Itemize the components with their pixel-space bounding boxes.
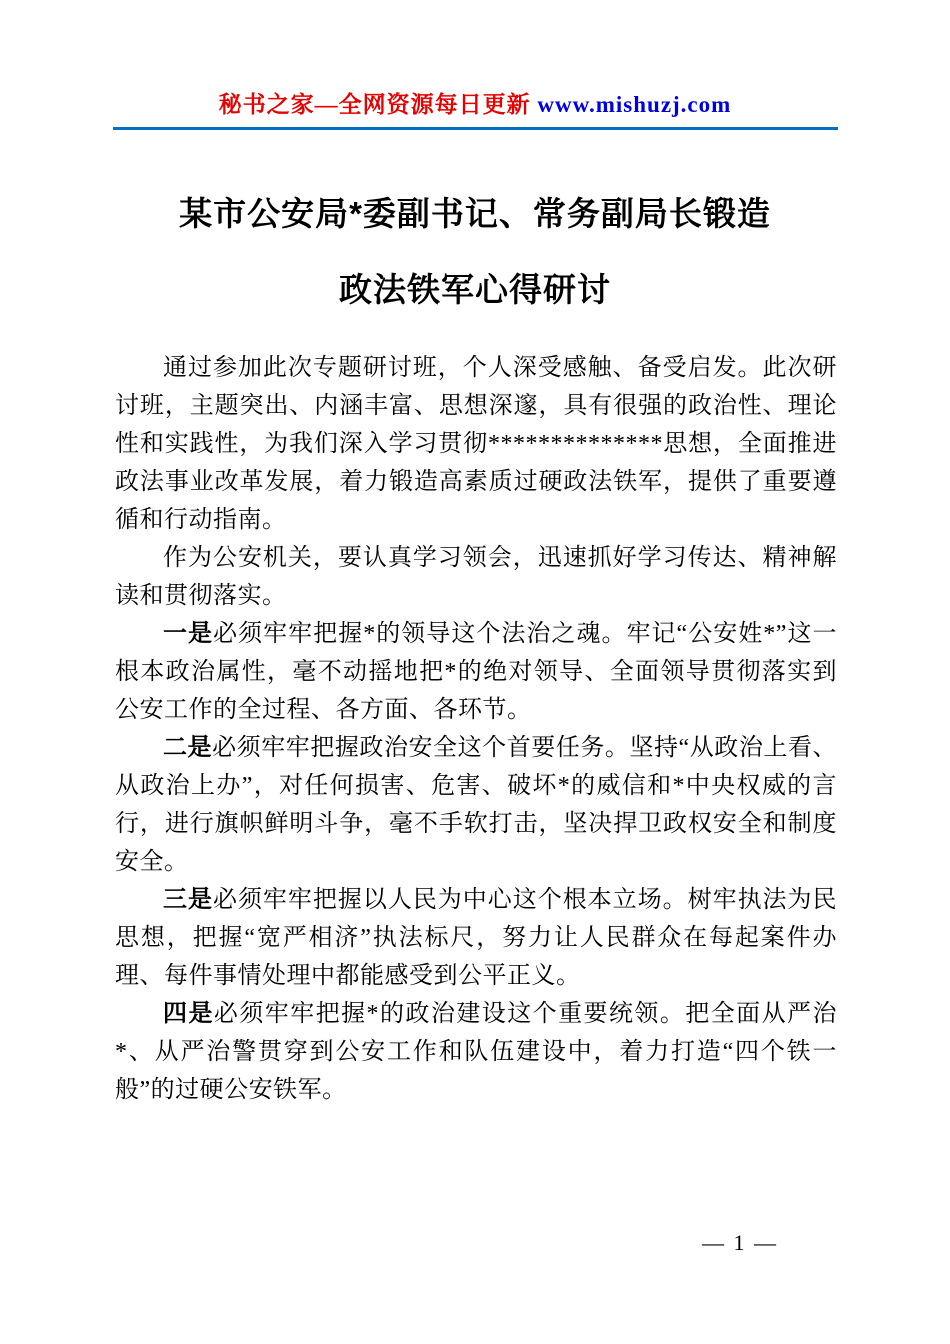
title-line-1: 某市公安局*委副书记、常务副局长锻造: [179, 195, 771, 232]
document-title: [115, 176, 835, 328]
page-number: — 1 —: [702, 1230, 778, 1255]
site-url-link[interactable]: www.mishuzj.com: [537, 92, 732, 117]
title-line-2: 政法铁军心得研讨: [339, 271, 611, 308]
site-name: 秘书之家: [218, 92, 315, 117]
paragraph: 二是必须牢牢把握政治安全这个首要任务。坚持“从政治上看、从政治上办”，对任何损害、危害、破坏*的威信和*中央权威的言行，进行旗帜鲜明斗争，毫不手软打击，坚决捍卫政权安全和制度安全。: [115, 735, 838, 875]
header-divider: [113, 127, 838, 130]
paragraph-lead: 三是: [163, 887, 213, 913]
paragraph: 通过参加此次专题研讨班，个人深受感触、备受启发。此次研讨班，主题突出、内涵丰富、思想深邃，具有很强的政治性、理论性和实践性，为我们深入学习贯彻**************思想，全面推进政法事业改革发展，着力锻造高素质过硬政法铁军，提供了重要遵循和行动指南。: [115, 355, 837, 533]
paragraph-lead: 二是: [163, 735, 213, 761]
site-tagline: —全网资源每日更新: [314, 92, 538, 117]
paragraph-lead: 四是: [163, 1001, 214, 1027]
paragraph: 三是必须牢牢把握以人民为中心这个根本立场。树牢执法为民思想，把握“宽严相济”执法标尺，努力让人民群众在每起案件办理、每件事情处理中都能感受到公平正义。: [115, 887, 838, 989]
paragraph-lead: 一是: [163, 621, 214, 647]
paragraph: 四是必须牢牢把握*的政治建设这个重要统领。把全面从严治*、从严治警贯穿到公安工作和队伍建设中，着力打造“四个铁一般”的过硬公安铁军。: [115, 1001, 838, 1103]
document-body: [115, 349, 837, 1109]
paragraph: 作为公安机关，要认真学习领会，迅速抓好学习传达、精神解读和贯彻落实。: [115, 545, 837, 609]
page-footer: [702, 1230, 778, 1256]
paragraph: 一是必须牢牢把握*的领导这个法治之魂。牢记“公安姓*”这一根本政治属性，毫不动摇地把*的绝对领导、全面领导贯彻落实到公安工作的全过程、各方面、各环节。: [115, 621, 838, 723]
site-header: [0, 86, 950, 119]
